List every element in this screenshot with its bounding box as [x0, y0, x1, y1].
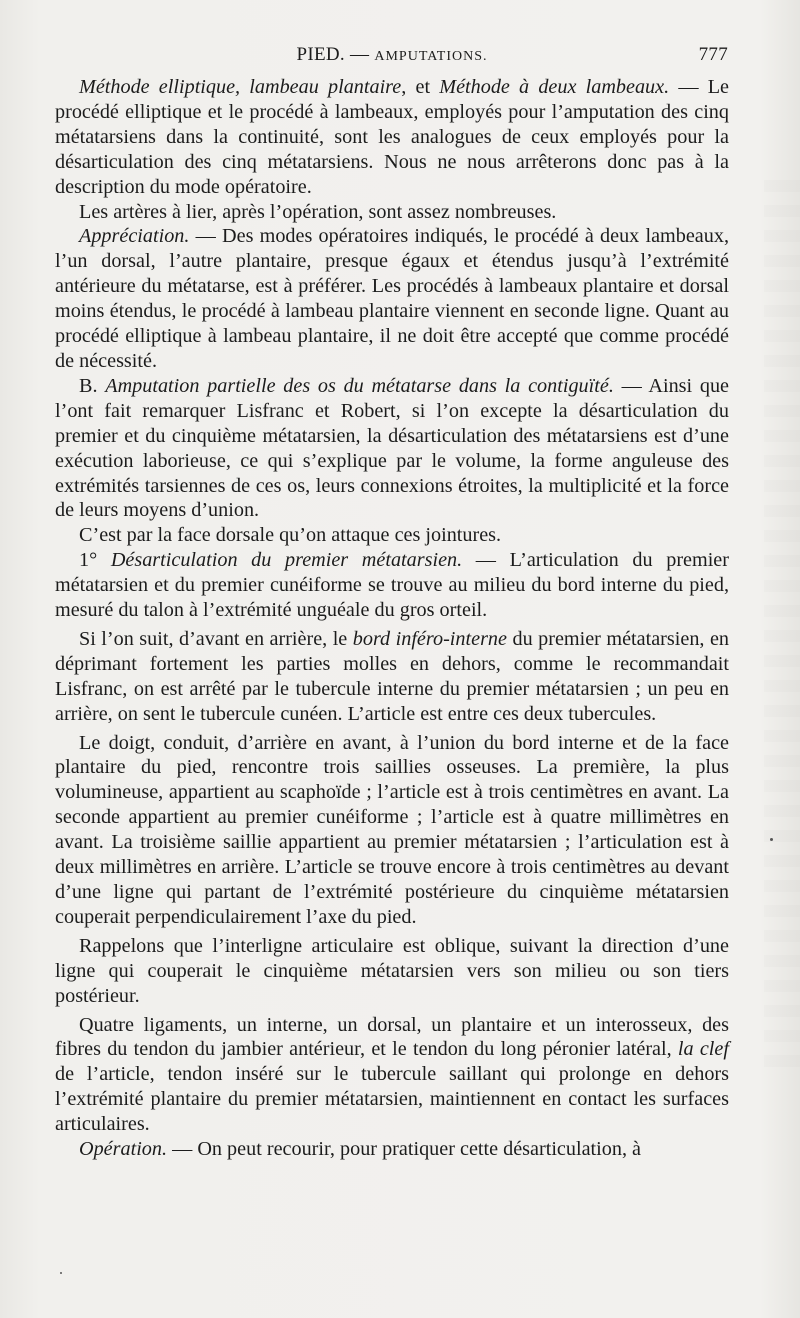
- text-segment: B.: [79, 374, 106, 397]
- running-head-small: AMPUTATIONS.: [374, 49, 488, 64]
- paragraph-p10: [55, 1013, 729, 1138]
- italic-text: Amputation partielle des os du métatarse dans la contiguïté.: [105, 374, 614, 397]
- text-segment: C’est par la face dorsale qu’on attaque ces jointures.: [79, 524, 502, 547]
- text-segment: de l’article, tendon inséré sur le tubercule saillant qui prolonge en dehors l’extrémité plantaire du premier métatarsien, maintiennent en contact les surfaces articulaires.: [55, 1063, 729, 1136]
- text-segment: — Le procédé elliptique et le procédé à lambeaux, employés pour l’amputation des cinq métatarsiens dans la continuité, sont les analogues de ceux employés pour la désarticulation des cinq métatarsiens. Nous ne nous arrêterons donc pas à la description du mode opératoire.: [55, 76, 729, 198]
- italic-text: Désarticulation du premier métatarsien.: [110, 549, 463, 572]
- italic-text: Opération.: [79, 1138, 168, 1161]
- italic-text: Méthode à deux lambeaux.: [439, 76, 670, 98]
- paragraph-p9: [55, 934, 729, 1009]
- paragraph-p4: [55, 374, 729, 523]
- paper-speck: [770, 838, 773, 841]
- text-segment: — L’articulation du premier métatarsien et du premier cunéiforme se trouve au milieu du bord interne du pied, mesuré du talon à l’extrémité unguéale du gros orteil.: [55, 549, 729, 622]
- show-through-shadow: [764, 180, 800, 1080]
- italic-text: Méthode elliptique, lambeau plantaire: [79, 76, 402, 98]
- text-segment: Rappelons que l’interligne articulaire est oblique, suivant la direction d’une ligne qui couperait le cinquième métatarsien vers son milieu ou son tiers postérieur.: [55, 934, 729, 1007]
- text-segment: Si l’on suit, d’avant en arrière, le: [79, 627, 353, 650]
- body-text: [55, 75, 729, 1162]
- text-segment: Les artères à lier, après l’opération, sont assez nombreuses.: [79, 200, 557, 223]
- italic-text: la clef: [677, 1038, 729, 1061]
- text-segment: — Ainsi que l’ont fait remarquer Lisfranc et Robert, si l’on excepte la désarticulation du premier et du cinquième métatarsien, la désarticulation des métatarsiens est d’une exécution laborieuse, ce qui s’explique par le volume, la forme anguleuse des extrémités tarsiennes de ces os, leurs connexions étroites, la multiplicité et la force de leurs moyens d’union.: [55, 374, 729, 522]
- paragraph-p11: [55, 1137, 729, 1162]
- running-head-main: PIED. —: [296, 44, 370, 65]
- text-segment: — On peut recourir, pour pratiquer cette désarticulation, à: [167, 1138, 642, 1161]
- text-segment: Quatre ligaments, un interne, un dorsal, un plantaire et un interosseux, des fibres du tendon du jambier antérieur, et le tendon du long péronier latéral,: [55, 1013, 729, 1061]
- running-head: [56, 44, 728, 66]
- paper-speck: [60, 1272, 62, 1274]
- text-segment: du premier métatarsien, en déprimant fortement les parties molles en dehors, comme le recommandait Lisfranc, on est arrêté par le tubercule interne du premier métatarsien ; un peu en arrière, on sent le tubercule cunéen. L’article est entre ces deux tubercules.: [55, 627, 729, 725]
- text-segment: — Des modes opératoires indiqués, le procédé à deux lambeaux, l’un dorsal, l’autre plantaire, presque égaux et étendus jusqu’à l’extrémité antérieure du métatarse, est à préférer. Les procédés à lambeaux plantaire et dorsal moins étendus, le procédé à lambeau plantaire viennent en seconde ligne. Quant au procédé elliptique à lambeau plantaire, il ne doit être accepté que comme procédé de nécessité.: [55, 225, 729, 372]
- paragraph-p5: [55, 523, 729, 548]
- page-number: 777: [698, 44, 728, 65]
- paragraph-p2: [55, 200, 729, 225]
- paragraph-p1: [55, 75, 729, 200]
- text-segment: Le doigt, conduit, d’arrière en avant, à l’union du bord interne et de la face plantaire du pied, rencontre trois saillies osseuses. La première, la plus volumineuse, appartient au scaphoïde ; l’article est à trois centimètres en avant. La seconde appartient au premier cunéiforme ; l’article est à quatre millimètres en avant. La troisième saillie appartient au premier métatarsien ; l’articulation est à deux millimètres en arrière. L’article se trouve encore à trois centimètres au devant d’une ligne qui partant de l’extrémité postérieure du cinquième métatarsien couperait perpendiculairement l’axe du pied.: [55, 731, 729, 928]
- paragraph-p7: [55, 627, 729, 727]
- paragraph-p3: [55, 224, 729, 373]
- paragraph-p6: [55, 548, 729, 623]
- italic-text: Appréciation.: [79, 225, 190, 248]
- text-segment: 1°: [79, 549, 111, 572]
- italic-text: bord inféro-interne: [352, 627, 507, 650]
- paragraph-p8: [55, 731, 729, 930]
- text-segment: , et: [401, 76, 440, 98]
- page-header: [56, 44, 728, 70]
